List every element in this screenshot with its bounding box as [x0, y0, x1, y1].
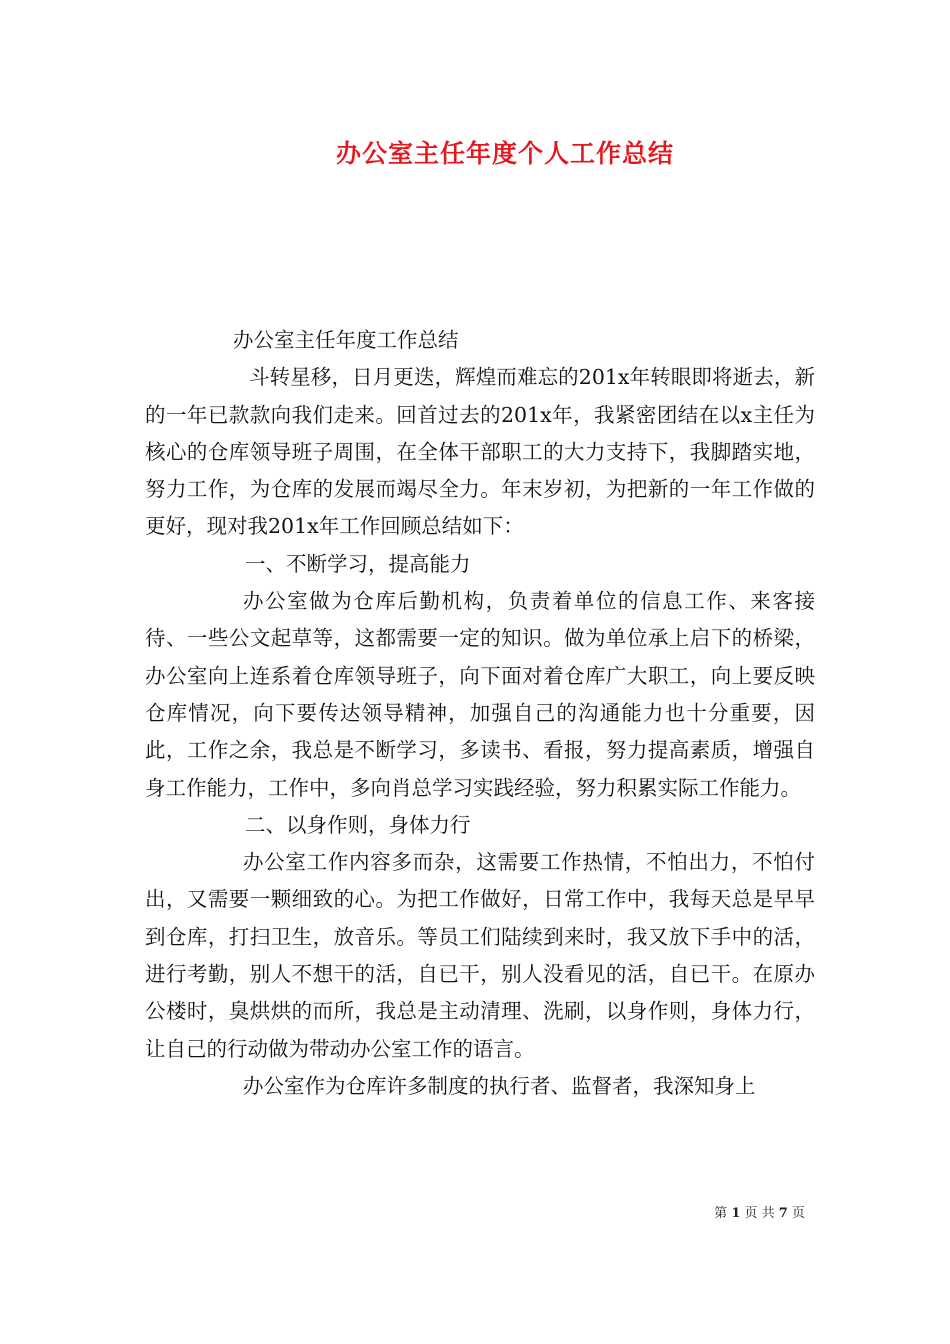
- footer-suffix: 页: [791, 1206, 805, 1221]
- paragraph-section-2: 办公室工作内容多而杂，这需要工作热情，不怕出力，不怕付出，又需要一颗细致的心。为把工作做好，日常工作中，我每天总是早早到仓库，打扫卫生，放音乐。等员工们陆续到来时，我又放下手中的活，进行考勤，别人不想干的活，自已干，别人没看见的活，自已干。在原办公楼时，臭烘烘的而所，我总是主动清理、洗刷，以身作则，身体力行，让自己的行动做为带动办公室工作的语言。: [145, 850, 815, 1061]
- section-heading-2: 二、以身作则，身体力行: [245, 812, 471, 837]
- section-heading-1: 一、不断学习，提高能力: [245, 551, 471, 576]
- document-body: [145, 322, 815, 1105]
- footer-prefix: 第: [714, 1206, 728, 1221]
- document-title: 办公室主任年度个人工作总结: [335, 139, 674, 168]
- document-subtitle: 办公室主任年度工作总结: [233, 328, 459, 352]
- paragraph-section-1: 办公室做为仓库后勤机构，负责着单位的信息工作、来客接待、一些公文起草等，这都需要一定的知识。做为单位承上启下的桥梁，办公室向上连系着仓库领导班子，向下面对着仓库广大职工，向上要反映仓库情况，向下要传达领导精神，加强自己的沟通能力也十分重要，因此，工作之余，我总是不断学习，多读书、看报，努力提高素质，增强自身工作能力，工作中，多向肖总学习实践经验，努力积累实际工作能力。: [145, 589, 815, 800]
- paragraph-intro: 斗转星移，日月更迭，辉煌而难忘的201x年转眼即将逝去，新的一年已款款向我们走来。回首过去的201x年，我紧密团结在以x主任为核心的仓库领导班子周围，在全体干部职工的大力支持下，我脚踏实地，努力工作，为仓库的发展而竭尽全力。年末岁初，为把新的一年工作做的更好，现对我201x年工作回顾总结如下：: [145, 365, 815, 539]
- page-footer: [714, 1202, 805, 1221]
- paragraph-continued: 办公室作为仓库许多制度的执行者、监督者，我深知身上: [243, 1073, 756, 1098]
- footer-middle: 页 共: [744, 1206, 775, 1221]
- footer-total-pages: 7: [778, 1206, 788, 1221]
- footer-current-page: 1: [731, 1206, 741, 1221]
